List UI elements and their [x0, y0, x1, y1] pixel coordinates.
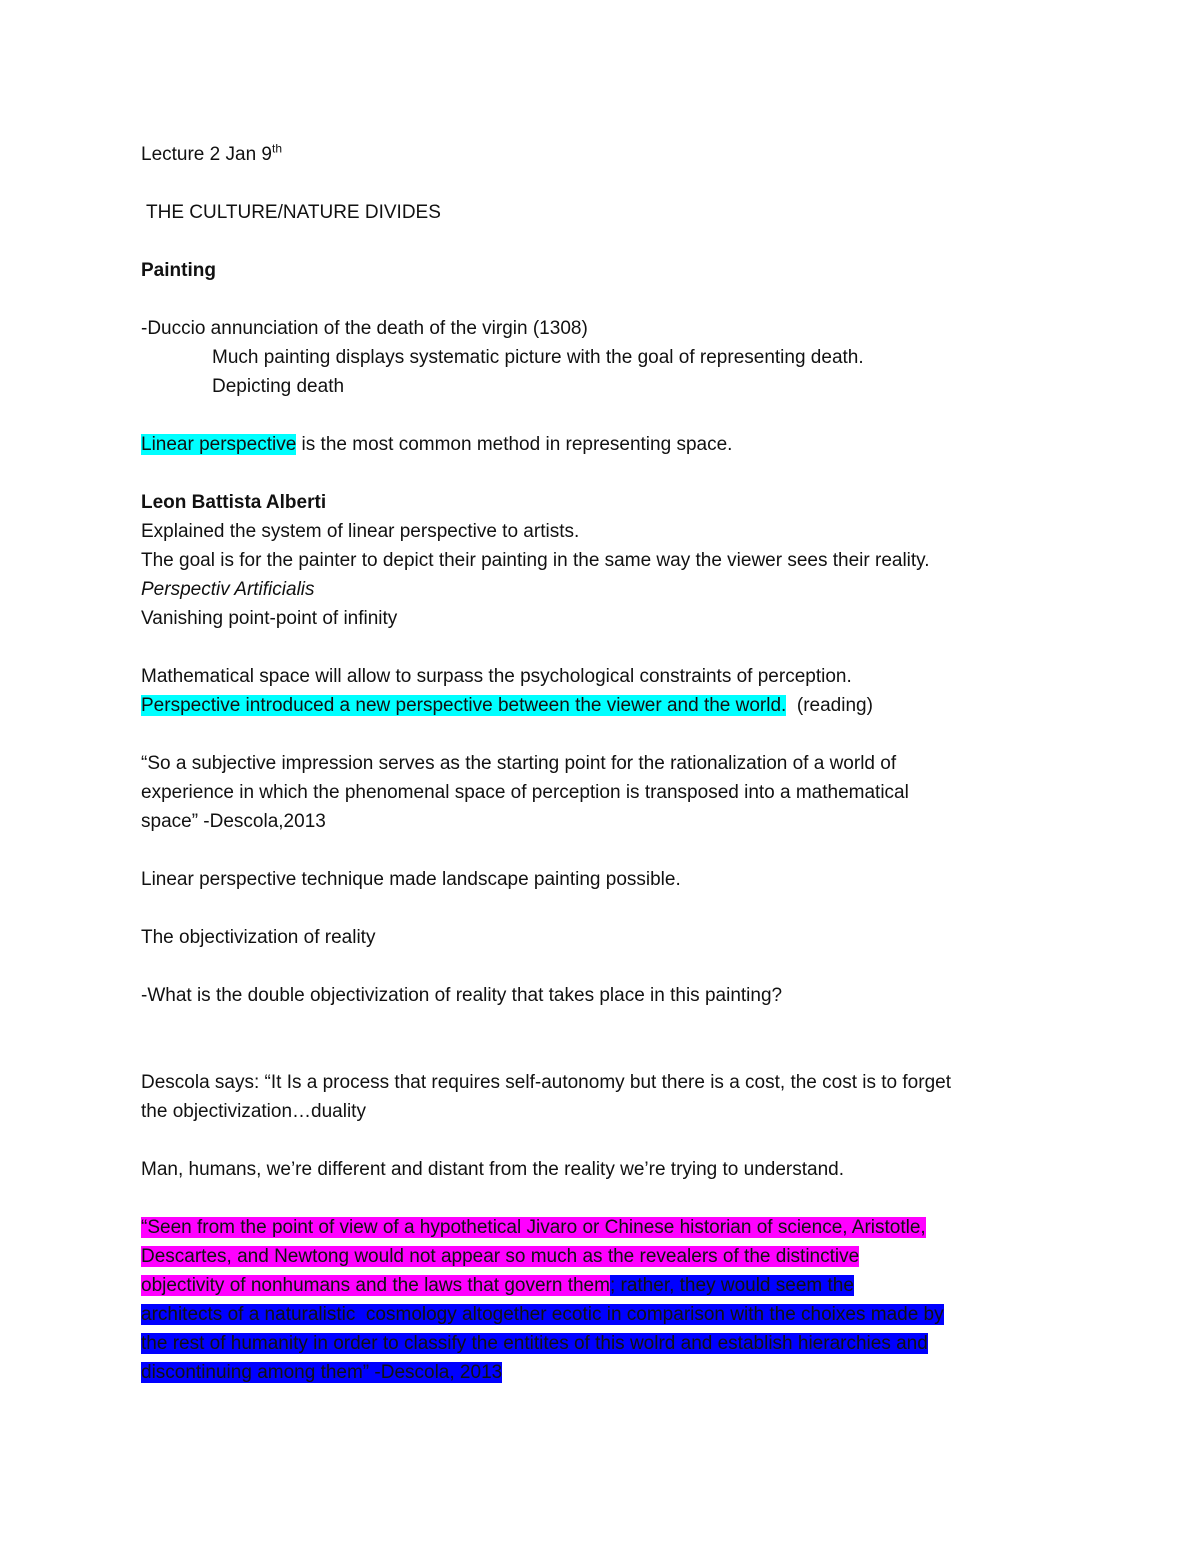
linear-perspective-rest: is the most common method in representing space. — [296, 434, 733, 455]
quote-2-line-5 — [141, 1329, 1071, 1358]
quote-2-line-5-highlight: the rest of humanity in order to classify the entitites of this wolrd and establish hierarchies and — [141, 1333, 928, 1354]
quote-2-line-3-highlight-magenta: objectivity of nonhumans and the laws that govern them — [141, 1275, 610, 1296]
linear-perspective-highlight: Linear perspective — [141, 434, 297, 455]
duccio-line: -Duccio annunciation of the death of the virgin (1308) — [141, 318, 588, 339]
man-line: Man, humans, we’re different and distant from the reality we’re trying to understand. — [141, 1159, 845, 1180]
quote-2-line-6-highlight: discontinuing among them” -Descola, 2013 — [141, 1362, 503, 1383]
section-heading-painting: Painting — [141, 260, 216, 281]
descola-line-1: Descola says: “It Is a process that requires self-autonomy but there is a cost, the cost is to forget — [141, 1072, 951, 1093]
lecture-title-superscript: th — [271, 141, 282, 156]
document-page — [141, 140, 1071, 1387]
perspective-rest: (reading) — [786, 695, 873, 716]
perspective-paragraph — [141, 691, 1071, 720]
landscape-line: Linear perspective technique made landscape painting possible. — [141, 869, 681, 890]
quote-1-line-3: space” -Descola,2013 — [141, 811, 326, 832]
lecture-title — [141, 140, 1071, 169]
duccio-note-1: Much painting displays systematic picture with the goal of representing death. — [212, 347, 864, 368]
alberti-line-4: Vanishing point-point of infinity — [141, 608, 398, 629]
quote-1-line-2: experience in which the phenomenal space of perception is transposed into a mathematical — [141, 782, 909, 803]
quote-2-line-2 — [141, 1242, 1071, 1271]
perspective-highlight: Perspective introduced a new perspective between the viewer and the world. — [141, 695, 787, 716]
math-space-line: Mathematical space will allow to surpass the psychological constraints of perception. — [141, 666, 852, 687]
alberti-line-1: Explained the system of linear perspective to artists. — [141, 521, 580, 542]
quote-2-line-3-highlight-blue: ; rather, they would seem the — [609, 1275, 854, 1296]
quote-2-line-3 — [141, 1271, 1071, 1300]
alberti-line-2: The goal is for the painter to depict their painting in the same way the viewer sees their reality. — [141, 550, 930, 571]
linear-perspective-paragraph — [141, 430, 1071, 459]
quote-2-line-1 — [141, 1213, 1071, 1242]
alberti-line-3: Perspectiv Artificialis — [141, 579, 315, 600]
quote-1-line-1: “So a subjective impression serves as the starting point for the rationalization of a world of — [141, 753, 897, 774]
objectivization-line: The objectivization of reality — [141, 927, 376, 948]
duccio-note-2: Depicting death — [212, 376, 345, 397]
quote-2-line-2-highlight: Descartes, and Newtong would not appear so much as the revealers of the distinctive — [141, 1246, 860, 1267]
lecture-title-text: Lecture 2 Jan 9 — [141, 144, 272, 165]
document-subtitle: THE CULTURE/NATURE DIVIDES — [146, 202, 441, 223]
quote-2-line-4 — [141, 1300, 1071, 1329]
descola-line-2: the objectivization…duality — [141, 1101, 366, 1122]
section-heading-alberti: Leon Battista Alberti — [141, 492, 327, 513]
quote-2-line-4-highlight: architects of a naturalistic cosmology altogether ecotic in comparison with the choixes made by — [141, 1304, 944, 1325]
question-line: -What is the double objectivization of reality that takes place in this painting? — [141, 985, 783, 1006]
quote-2-line-1-highlight: “Seen from the point of view of a hypothetical Jivaro or Chinese historian of science, Aristotle, — [141, 1217, 926, 1238]
quote-2-line-6 — [141, 1358, 1071, 1387]
